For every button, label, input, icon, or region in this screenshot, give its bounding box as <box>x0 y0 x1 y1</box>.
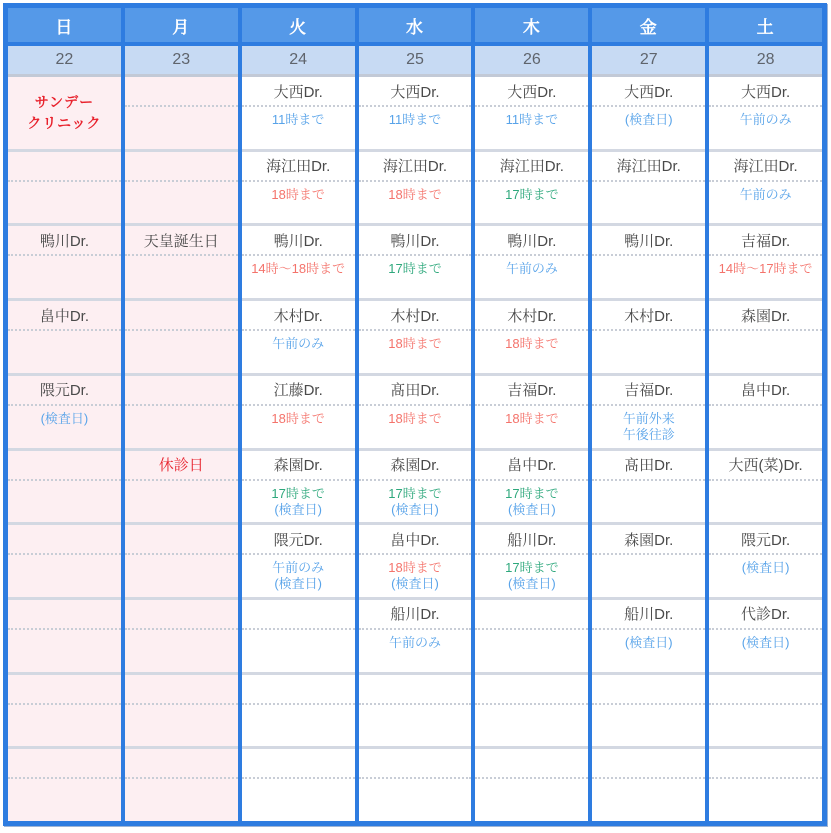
schedule-cell <box>242 376 355 451</box>
cell-name-empty <box>475 749 588 779</box>
cell-time-area <box>359 331 472 373</box>
cell-time-area <box>8 481 121 523</box>
cell-name-empty <box>8 675 121 705</box>
cell-name: 江藤Dr. <box>242 376 355 406</box>
cell-time-area <box>709 331 822 373</box>
cell-time-area <box>8 182 121 224</box>
cell-time-line: 11時まで <box>388 112 442 127</box>
cell-name: 木村Dr. <box>242 301 355 331</box>
cell-name: 船川Dr. <box>359 600 472 630</box>
cell-time-line: 14時〜18時まで <box>251 261 346 277</box>
cell-name: 吉福Dr. <box>709 226 822 256</box>
schedule-cell <box>8 77 121 152</box>
cell-time-area <box>242 555 355 597</box>
cell-time-line: (検査日) <box>274 576 322 592</box>
schedule-cell <box>709 525 822 600</box>
schedule-cell <box>592 675 705 750</box>
cell-name: 大西(菜)Dr. <box>709 451 822 481</box>
cell-name: 畠中Dr. <box>475 451 588 481</box>
cell-time-area <box>592 779 705 821</box>
schedule-cell <box>125 675 238 750</box>
cell-time-line: 午前のみ <box>272 336 325 352</box>
cell-name-empty <box>125 749 238 779</box>
cell-time-area <box>359 256 472 298</box>
schedule-cell <box>709 451 822 526</box>
schedule-cell <box>242 451 355 526</box>
calendar-column-sun <box>8 8 125 821</box>
cell-name-empty <box>8 152 121 182</box>
cell-name: 森園Dr. <box>709 301 822 331</box>
schedule-cell <box>8 749 121 821</box>
schedule-cell <box>242 749 355 821</box>
schedule-cell <box>8 152 121 227</box>
schedule-cell <box>592 749 705 821</box>
cell-name: 大西Dr. <box>242 77 355 107</box>
cell-time-area <box>125 779 238 821</box>
schedule-cell <box>125 376 238 451</box>
cell-time-area <box>125 555 238 597</box>
schedule-cell <box>242 525 355 600</box>
cell-name: 海江田Dr. <box>475 152 588 182</box>
schedule-cell <box>359 77 472 152</box>
cell-time-line: 午前のみ <box>505 261 558 277</box>
schedule-cell <box>475 226 588 301</box>
cell-time-area <box>592 630 705 672</box>
date-cell-tue: 24 <box>242 46 355 77</box>
cell-name-empty <box>709 749 822 779</box>
banner-line: クリニック <box>27 114 102 131</box>
cell-time-line: 17時まで <box>505 560 559 576</box>
cell-time-area <box>592 331 705 373</box>
cell-name-empty <box>125 600 238 630</box>
cell-name: 森園Dr. <box>592 525 705 555</box>
calendar-column-wed <box>359 8 476 821</box>
cell-name: 木村Dr. <box>475 301 588 331</box>
cell-time-area <box>475 256 588 298</box>
cell-time-area <box>125 630 238 672</box>
cell-name: 木村Dr. <box>592 301 705 331</box>
cell-name: 大西Dr. <box>475 77 588 107</box>
cell-name: 海江田Dr. <box>709 152 822 182</box>
day-header-sat: 土 <box>709 8 822 46</box>
schedule-cell <box>8 600 121 675</box>
cell-time-line: 17時まで <box>271 485 325 501</box>
schedule-cell <box>475 301 588 376</box>
schedule-cell <box>125 226 238 301</box>
cell-time-area <box>592 182 705 224</box>
cell-name-empty <box>475 675 588 705</box>
cell-name-empty <box>8 749 121 779</box>
cell-name-empty <box>8 525 121 555</box>
schedule-cell <box>359 152 472 227</box>
schedule-cell <box>242 226 355 301</box>
schedule-cell <box>8 525 121 600</box>
cell-time-area <box>242 705 355 747</box>
cell-name: 鴨川Dr. <box>359 226 472 256</box>
cell-time-line: 18時まで <box>271 410 325 426</box>
cell-time-area <box>8 331 121 373</box>
cell-time-area <box>475 779 588 821</box>
cell-time-area <box>475 182 588 224</box>
cell-time-area <box>125 331 238 373</box>
cell-time-line: 18時まで <box>388 410 442 426</box>
cell-time-line: 午前のみ <box>739 186 792 202</box>
schedule-cell <box>709 675 822 750</box>
schedule-cell <box>592 152 705 227</box>
schedule-cell <box>8 226 121 301</box>
cell-time-line: (検査日) <box>741 634 790 650</box>
cell-time-area <box>709 256 822 298</box>
cell-name: 髙田Dr. <box>359 376 472 406</box>
cell-time-line: 午前外来 <box>622 410 675 426</box>
cell-time-area <box>125 256 238 298</box>
cell-name-empty <box>709 675 822 705</box>
cell-time-area <box>592 481 705 523</box>
cell-time-area <box>709 705 822 747</box>
banner-line: サンデー <box>34 93 95 110</box>
calendar-column-thu <box>475 8 592 821</box>
cell-time-line: 18時まで <box>388 560 442 576</box>
day-header-wed: 水 <box>359 8 472 46</box>
cell-time-area <box>8 256 121 298</box>
schedule-cell <box>475 376 588 451</box>
cell-time-area <box>475 481 588 523</box>
cell-time-line: 17時まで <box>388 261 442 277</box>
schedule-cell <box>8 301 121 376</box>
cell-time-area <box>592 705 705 747</box>
cell-name-empty <box>125 301 238 331</box>
cell-name-empty <box>8 451 121 481</box>
cell-name: 畠中Dr. <box>8 301 121 331</box>
cell-time-area <box>359 555 472 597</box>
schedule-cell <box>359 376 472 451</box>
cell-time-area <box>359 406 472 448</box>
date-cell-wed: 25 <box>359 46 472 77</box>
cell-time-area <box>359 107 472 149</box>
cell-time-line: (検査日) <box>624 112 673 127</box>
schedule-cell <box>8 675 121 750</box>
schedule-cell <box>8 376 121 451</box>
cell-time-line: 17時まで <box>505 485 559 501</box>
schedule-cell <box>125 525 238 600</box>
schedule-cell <box>592 77 705 152</box>
cell-name-empty <box>475 600 588 630</box>
cell-name: 代診Dr. <box>709 600 822 630</box>
day-header-sun: 日 <box>8 8 121 46</box>
cell-time-area <box>475 107 588 149</box>
cell-time-line: 17時まで <box>388 485 442 501</box>
date-cell-mon: 23 <box>125 46 238 77</box>
schedule-cell <box>359 226 472 301</box>
cell-time-line: (検査日) <box>508 576 556 592</box>
cell-time-line: 午後往診 <box>622 427 675 443</box>
cell-time-area <box>242 481 355 523</box>
date-cell-thu: 26 <box>475 46 588 77</box>
cell-time-area <box>709 107 822 149</box>
cell-name: 隈元Dr. <box>709 525 822 555</box>
cell-time-area <box>125 406 238 448</box>
cell-name: 船川Dr. <box>592 600 705 630</box>
cell-time-line: 14時〜17時まで <box>718 261 813 277</box>
day-header-thu: 木 <box>475 8 588 46</box>
cell-name-empty <box>125 152 238 182</box>
cell-name: 海江田Dr. <box>592 152 705 182</box>
cell-time-area <box>242 107 355 149</box>
cell-time-area <box>475 406 588 448</box>
cell-name: 鴨川Dr. <box>8 226 121 256</box>
calendar-column-mon <box>125 8 242 821</box>
schedule-cell <box>242 77 355 152</box>
schedule-cell <box>592 226 705 301</box>
cell-name: 天皇誕生日 <box>125 226 238 256</box>
cell-time-area <box>242 630 355 672</box>
cell-time-area <box>125 481 238 523</box>
cell-time-line: 午前のみ <box>272 560 325 576</box>
schedule-cell <box>359 525 472 600</box>
date-cell-sat: 28 <box>709 46 822 77</box>
cell-name-empty <box>242 675 355 705</box>
cell-name: 畠中Dr. <box>709 376 822 406</box>
cell-name: 鴨川Dr. <box>592 226 705 256</box>
cell-time-area <box>242 779 355 821</box>
schedule-cell <box>125 749 238 821</box>
schedule-cell <box>709 600 822 675</box>
cell-time-area <box>359 705 472 747</box>
schedule-cell <box>709 376 822 451</box>
clinic-schedule-calendar <box>3 3 827 826</box>
schedule-cell <box>475 152 588 227</box>
date-cell-fri: 27 <box>592 46 705 77</box>
schedule-cell <box>475 600 588 675</box>
cell-time-area <box>8 779 121 821</box>
cell-time-area <box>359 779 472 821</box>
cell-name-empty <box>359 675 472 705</box>
cell-name: 吉福Dr. <box>592 376 705 406</box>
cell-name: 船川Dr. <box>475 525 588 555</box>
cell-name: 森園Dr. <box>359 451 472 481</box>
cell-time-line: 18時まで <box>271 186 325 202</box>
cell-time-line: 18時まで <box>505 410 559 426</box>
cell-time-area <box>359 630 472 672</box>
cell-time-area <box>475 630 588 672</box>
cell-time-line: 午前のみ <box>739 112 792 127</box>
cell-time-line: 11時まで <box>505 112 559 127</box>
schedule-cell <box>592 525 705 600</box>
day-header-tue: 火 <box>242 8 355 46</box>
cell-name: 鴨川Dr. <box>242 226 355 256</box>
cell-name: 吉福Dr. <box>475 376 588 406</box>
cell-name-empty <box>242 749 355 779</box>
cell-time-area <box>125 705 238 747</box>
cell-time-area <box>709 182 822 224</box>
cell-time-line: 17時まで <box>505 186 559 202</box>
schedule-cell <box>709 226 822 301</box>
cell-time-area <box>242 182 355 224</box>
cell-time-area <box>359 182 472 224</box>
cell-time-line: 11時まで <box>271 112 325 127</box>
calendar-column-fri <box>592 8 709 821</box>
cell-name: 海江田Dr. <box>359 152 472 182</box>
schedule-cell <box>359 451 472 526</box>
schedule-cell <box>709 152 822 227</box>
cell-time-line: 18時まで <box>505 336 559 352</box>
cell-time-area <box>242 406 355 448</box>
day-header-mon: 月 <box>125 8 238 46</box>
schedule-cell <box>8 451 121 526</box>
cell-time-line: 18時まで <box>388 186 442 202</box>
cell-name: 髙田Dr. <box>592 451 705 481</box>
cell-time-area <box>709 779 822 821</box>
cell-time-area <box>8 406 121 448</box>
schedule-cell <box>475 525 588 600</box>
cell-name: 隈元Dr. <box>8 376 121 406</box>
cell-time-area <box>592 256 705 298</box>
day-header-fri: 金 <box>592 8 705 46</box>
cell-name-empty <box>359 749 472 779</box>
cell-time-area <box>709 630 822 672</box>
calendar-column-sat <box>709 8 822 821</box>
cell-time-line: (検査日) <box>391 501 439 517</box>
cell-time-area <box>359 481 472 523</box>
schedule-cell <box>592 376 705 451</box>
schedule-cell <box>125 152 238 227</box>
cell-name-empty <box>125 376 238 406</box>
cell-time-line: (検査日) <box>741 560 790 576</box>
cell-banner-label <box>8 77 121 149</box>
cell-time-area <box>592 555 705 597</box>
cell-name: 隈元Dr. <box>242 525 355 555</box>
cell-name: 鴨川Dr. <box>475 226 588 256</box>
schedule-cell <box>709 77 822 152</box>
cell-time-area <box>709 406 822 448</box>
calendar-column-tue <box>242 8 359 821</box>
cell-name-empty <box>592 675 705 705</box>
cell-name-empty <box>242 600 355 630</box>
schedule-cell <box>359 749 472 821</box>
cell-time-line: (検査日) <box>508 501 556 517</box>
cell-name: 畠中Dr. <box>359 525 472 555</box>
cell-time-area <box>125 107 238 149</box>
cell-time-area <box>242 256 355 298</box>
cell-name: 海江田Dr. <box>242 152 355 182</box>
schedule-cell <box>242 301 355 376</box>
cell-time-area <box>709 481 822 523</box>
cell-name: 大西Dr. <box>359 77 472 107</box>
cell-time-area <box>592 107 705 149</box>
cell-time-area <box>592 406 705 448</box>
schedule-cell <box>242 152 355 227</box>
cell-time-line: 18時まで <box>388 336 442 352</box>
cell-time-line: (検査日) <box>624 634 673 650</box>
cell-time-area <box>242 331 355 373</box>
cell-time-line: (検査日) <box>274 501 322 517</box>
schedule-cell <box>359 600 472 675</box>
schedule-cell <box>359 675 472 750</box>
cell-time-area <box>475 705 588 747</box>
date-cell-sun: 22 <box>8 46 121 77</box>
cell-name: 大西Dr. <box>709 77 822 107</box>
schedule-cell <box>709 301 822 376</box>
schedule-cell <box>592 301 705 376</box>
schedule-cell <box>475 77 588 152</box>
cell-time-area <box>8 555 121 597</box>
schedule-cell <box>592 451 705 526</box>
schedule-cell <box>475 749 588 821</box>
cell-name-empty <box>125 77 238 107</box>
cell-time-area <box>8 705 121 747</box>
cell-time-line: (検査日) <box>391 576 439 592</box>
cell-time-area <box>125 182 238 224</box>
cell-name: 森園Dr. <box>242 451 355 481</box>
schedule-cell <box>475 675 588 750</box>
cell-time-area <box>475 331 588 373</box>
cell-time-line: 午前のみ <box>389 634 442 650</box>
cell-time-area <box>8 630 121 672</box>
cell-name: 木村Dr. <box>359 301 472 331</box>
cell-name: 大西Dr. <box>592 77 705 107</box>
cell-name-empty <box>125 525 238 555</box>
schedule-cell <box>709 749 822 821</box>
cell-name-empty <box>125 675 238 705</box>
cell-name-empty <box>592 749 705 779</box>
cell-name: 休診日 <box>125 451 238 481</box>
schedule-cell <box>125 301 238 376</box>
cell-time-area <box>709 555 822 597</box>
schedule-cell <box>242 675 355 750</box>
schedule-cell <box>125 451 238 526</box>
schedule-cell <box>475 451 588 526</box>
schedule-cell <box>592 600 705 675</box>
schedule-cell <box>125 77 238 152</box>
schedule-cell <box>359 301 472 376</box>
schedule-cell <box>125 600 238 675</box>
cell-name-empty <box>8 600 121 630</box>
cell-time-line: (検査日) <box>40 410 89 426</box>
schedule-cell <box>242 600 355 675</box>
cell-time-area <box>475 555 588 597</box>
